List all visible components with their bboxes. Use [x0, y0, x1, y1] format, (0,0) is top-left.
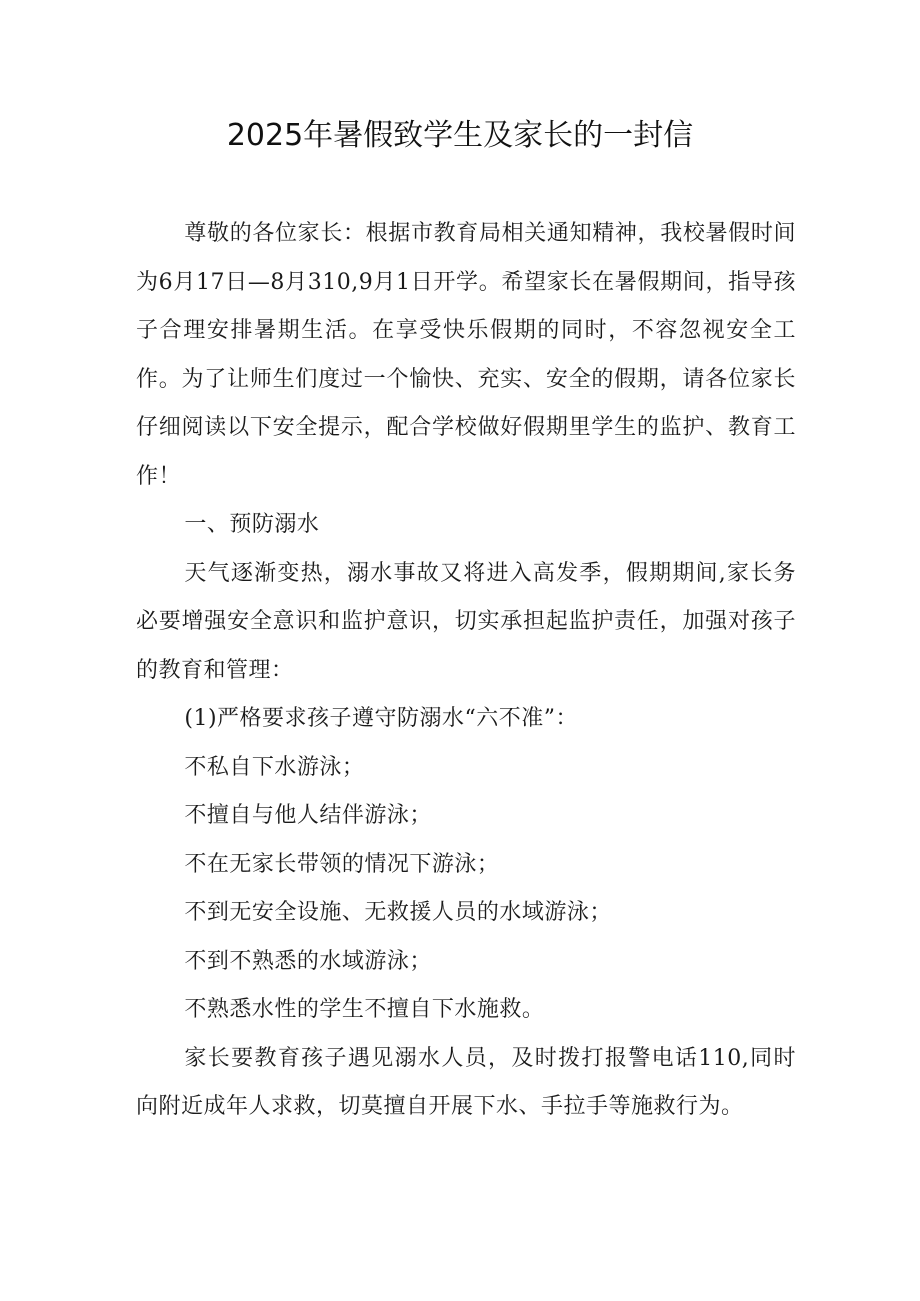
- paragraph-greeting: 尊敬的各位家长：根据市教育局相关通知精神，我校暑假时间为6月17日—8月310,9月1日开学。希望家长在暑假期间，指导孩子合理安排暑期生活。在享受快乐假期的同时，不容忽视安全工作。为了让师生们度过一个愉快、充实、安全的假期，请各位家长仔细阅读以下安全提示，配合学校做好假期里学生的监护、教育工作！: [136, 221, 796, 489]
- list-heading-six-rules: (1)严格要求孩子遵守防溺水“六不准”：: [184, 706, 579, 731]
- rule-item: 不私自下水游泳；: [184, 754, 365, 780]
- rule-item: 不擅自与他人结伴游泳；: [184, 803, 432, 828]
- rule-item: 不到不熟悉的水域游泳；: [184, 948, 432, 974]
- paragraph-rescue-advice: 家长要教育孩子遇见溺水人员，及时拨打报警电话110,同时向附近成年人求救，切莫擅自开展下水、手拉手等施救行为。: [136, 1045, 796, 1119]
- document-body: [136, 210, 796, 1132]
- section-heading-drowning: 一、预防溺水: [184, 512, 320, 537]
- document-title: 2025年暑假致学生及家长的一封信: [226, 118, 694, 153]
- paragraph-drowning-intro: 天气逐渐变热，溺水事故又将进入高发季，假期期间,家长务必要增强安全意识和监护意识，切实承担起监护责任，加强对孩子的教育和管理：: [136, 560, 796, 683]
- rule-item: 不到无安全设施、无救援人员的水域游泳；: [184, 900, 612, 925]
- rule-item: 不熟悉水性的学生不擅自下水施救。: [184, 997, 545, 1022]
- rule-item: 不在无家长带领的情况下游泳；: [184, 851, 500, 877]
